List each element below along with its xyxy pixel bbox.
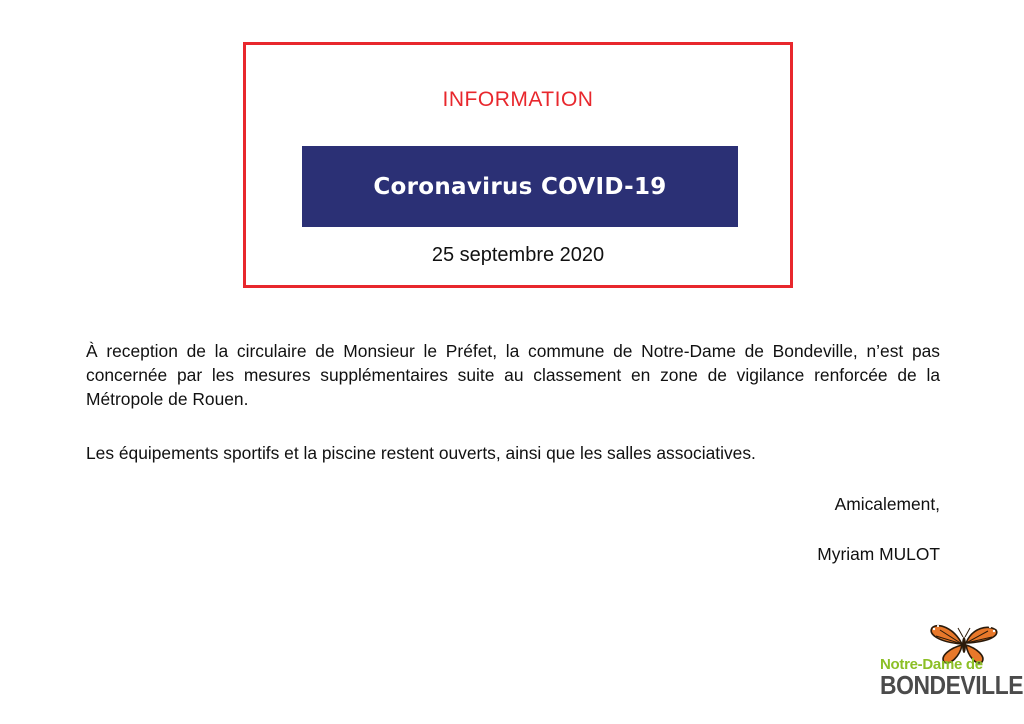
greeting: Amicalement,	[834, 494, 940, 514]
banner-title: Coronavirus COVID-19	[373, 173, 667, 200]
logo-text-bondeville: BONDEVILLE	[880, 670, 1024, 700]
information-label: INFORMATION	[442, 88, 594, 111]
information-box	[243, 42, 793, 288]
notice-paragraph-1: À reception de la circulaire de Monsieur le Préfet, la commune de Notre-Dame de Bondeville, n’est pas concernée par les mesures supplémentaires suite au classement en zone de vigilance renforcée de la Métropole de Rouen.	[86, 341, 940, 409]
town-logo	[876, 622, 1024, 702]
signature: Myriam MULOT	[817, 544, 940, 564]
logo-text-notre-dame: Notre-Dame de	[880, 656, 983, 673]
notice-paragraph-2: Les équipements sportifs et la piscine restent ouverts, ainsi que les salles associatives.	[86, 443, 756, 463]
covid-banner	[302, 146, 738, 227]
notice-date: 25 septembre 2020	[431, 244, 605, 266]
